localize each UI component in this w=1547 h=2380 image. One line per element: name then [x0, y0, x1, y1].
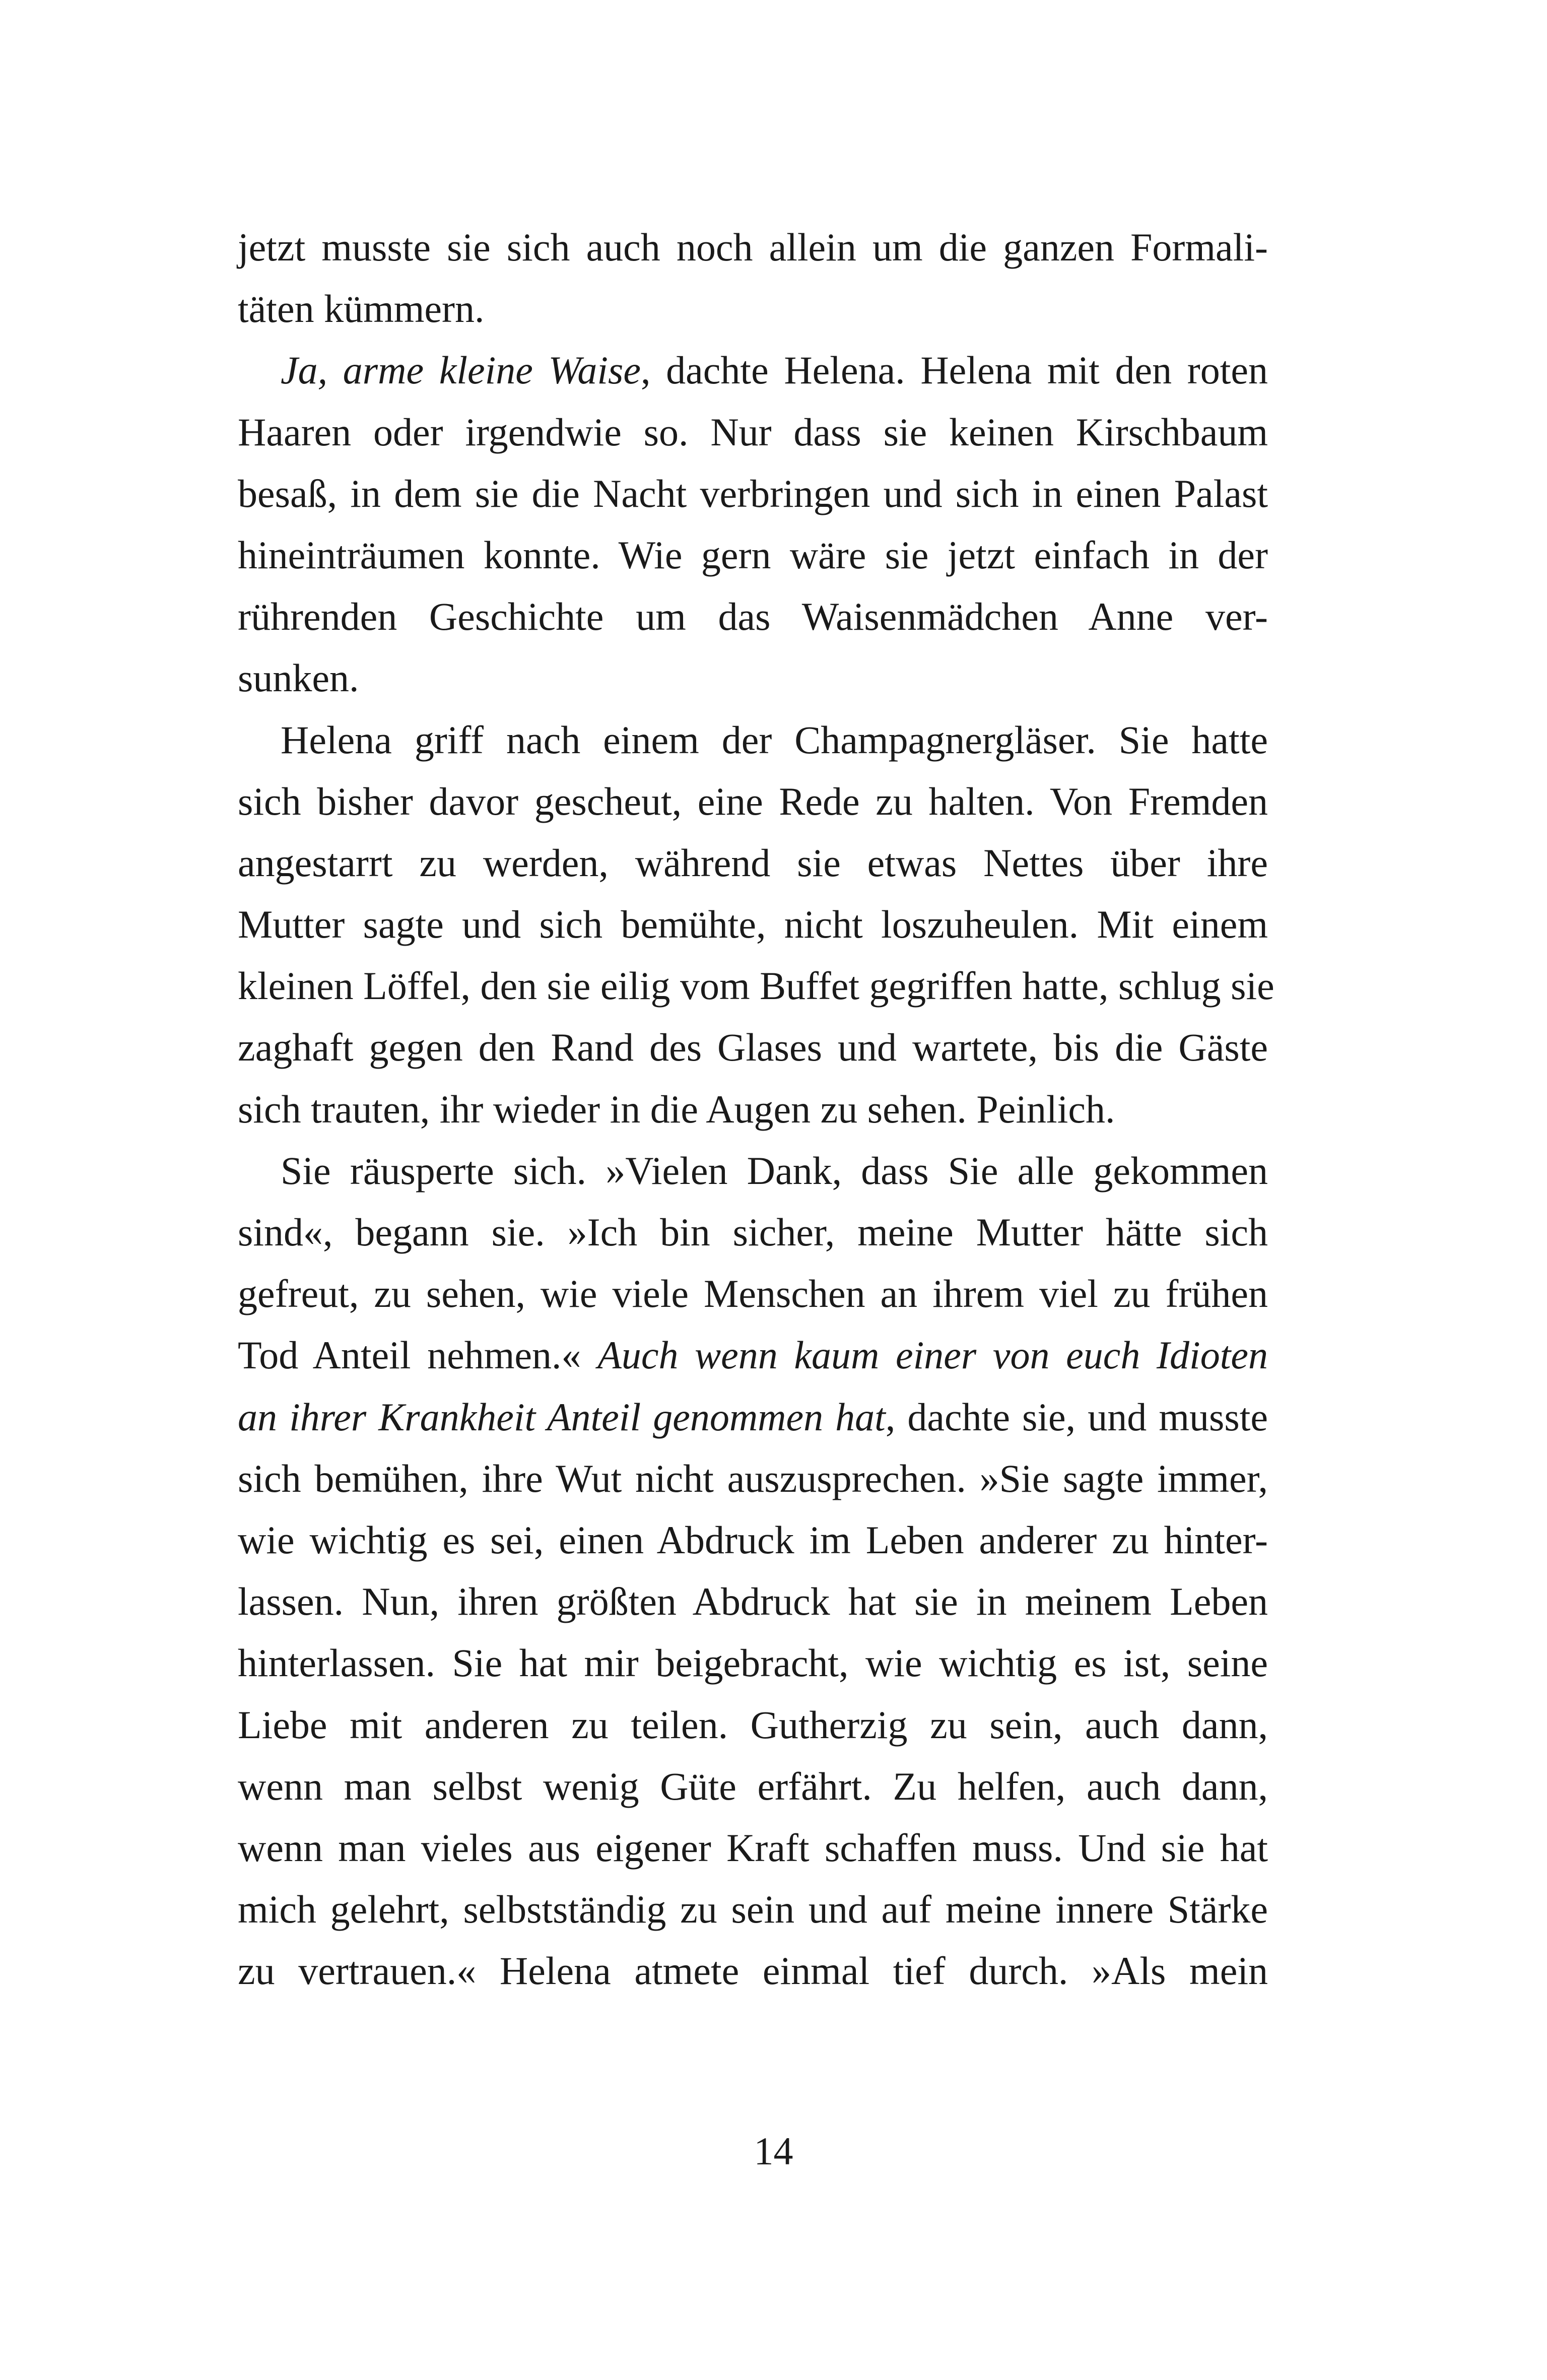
text-line — [238, 1879, 1268, 1940]
text-line — [238, 1017, 1268, 1078]
text-segment: sunken. — [238, 656, 359, 700]
text-segment: rührenden Geschichte um das Waisenmädchen Anne ver- — [238, 594, 1268, 639]
text-line — [238, 832, 1268, 894]
text-segment: wie wichtig es sei, einen Abdruck im Leben anderer zu hinter- — [238, 1517, 1268, 1562]
text-segment: Liebe mit anderen zu teilen. Gutherzig zu sein, auch dann, — [238, 1702, 1268, 1747]
text-segment: Haaren oder irgendwie so. Nur dass sie keinen Kirschbaum — [238, 410, 1268, 454]
text-segment: Helena griff nach einem der Champagnergläser. Sie hatte — [281, 717, 1268, 762]
text-line — [238, 1202, 1268, 1263]
text-line — [238, 709, 1268, 771]
text-line — [238, 647, 1268, 709]
text-line — [238, 278, 1268, 340]
text-segment: täten kümmern. — [238, 287, 485, 331]
text-segment: , dachte Helena. Helena mit den roten — [641, 348, 1268, 392]
text-segment: wenn man selbst wenig Güte erfährt. Zu helfen, auch dann, — [238, 1764, 1268, 1808]
text-line — [238, 1817, 1268, 1879]
text-line — [238, 524, 1268, 586]
text-segment: angestarrt zu werden, während sie etwas Nettes über ihre — [238, 840, 1268, 885]
text-line — [238, 1694, 1268, 1756]
text-line — [238, 1079, 1268, 1140]
text-segment: besaß, in dem sie die Nacht verbringen und sich in einen Palast — [238, 471, 1268, 515]
text-line — [238, 771, 1268, 832]
text-segment: wenn man vieles aus eigener Kraft schaffen muss. Und sie hat — [238, 1825, 1268, 1870]
text-line — [238, 340, 1268, 401]
text-segment: , dachte sie, und musste — [885, 1395, 1268, 1439]
text-segment: hineinträumen konnte. Wie gern wäre sie jetzt einfach in der — [238, 533, 1268, 577]
text-segment: zu vertrauen.« Helena atmete einmal tief durch. »Als mein — [238, 1949, 1268, 1993]
italic-text: Ja, arme kleine Waise — [281, 348, 641, 392]
page-number: 14 — [754, 2129, 793, 2173]
text-segment: lassen. Nun, ihren größten Abdruck hat sie in meinem Leben — [238, 1579, 1268, 1624]
text-line — [238, 1263, 1268, 1325]
text-line — [238, 586, 1268, 647]
text-segment: sich trauten, ihr wieder in die Augen zu sehen. Peinlich. — [238, 1087, 1115, 1131]
text-line — [238, 1940, 1268, 2002]
text-line — [238, 1325, 1268, 1386]
text-line — [238, 1140, 1268, 1202]
text-line — [238, 1448, 1268, 1509]
italic-text: an ihrer Krankheit Anteil genommen hat — [238, 1395, 886, 1439]
text-segment: sich bisher davor gescheut, eine Rede zu halten. Von Fremden — [238, 779, 1268, 823]
text-segment: zaghaft gegen den Rand des Glases und wartete, bis die Gäste — [238, 1025, 1268, 1070]
text-segment: Sie räusperte sich. »Vielen Dank, dass Sie alle gekommen — [281, 1148, 1268, 1193]
text-line — [238, 955, 1274, 1017]
text-line — [238, 463, 1268, 524]
text-line — [238, 1632, 1268, 1694]
text-line — [238, 1509, 1268, 1571]
text-line — [238, 1571, 1268, 1632]
text-segment: sind«, begann sie. »Ich bin sicher, meine Mutter hätte sich — [238, 1210, 1268, 1254]
text-segment: Tod Anteil nehmen.« — [238, 1333, 598, 1377]
text-line — [238, 1756, 1268, 1817]
text-segment: sich bemühen, ihre Wut nicht auszusprechen. »Sie sagte immer, — [238, 1456, 1268, 1500]
body-text — [238, 217, 1274, 2002]
text-line — [238, 894, 1268, 955]
text-line — [238, 1386, 1268, 1448]
text-segment: mich gelehrt, selbstständig zu sein und auf meine innere Stärke — [238, 1887, 1268, 1932]
text-segment: gefreut, zu sehen, wie viele Menschen an ihrem viel zu frühen — [238, 1272, 1268, 1316]
text-line — [238, 217, 1268, 278]
text-segment: jetzt musste sie sich auch noch allein um die ganzen Formali- — [238, 225, 1268, 269]
text-segment: Mutter sagte und sich bemühte, nicht loszuheulen. Mit einem — [238, 902, 1268, 947]
text-segment: kleinen Löffel, den sie eilig vom Buffet gegriffen hatte, schlug sie — [238, 964, 1274, 1008]
italic-text: Auch wenn kaum einer von euch Idioten — [597, 1333, 1268, 1377]
text-segment: hinterlassen. Sie hat mir beigebracht, wie wichtig es ist, seine — [238, 1641, 1268, 1685]
text-line — [238, 402, 1268, 463]
